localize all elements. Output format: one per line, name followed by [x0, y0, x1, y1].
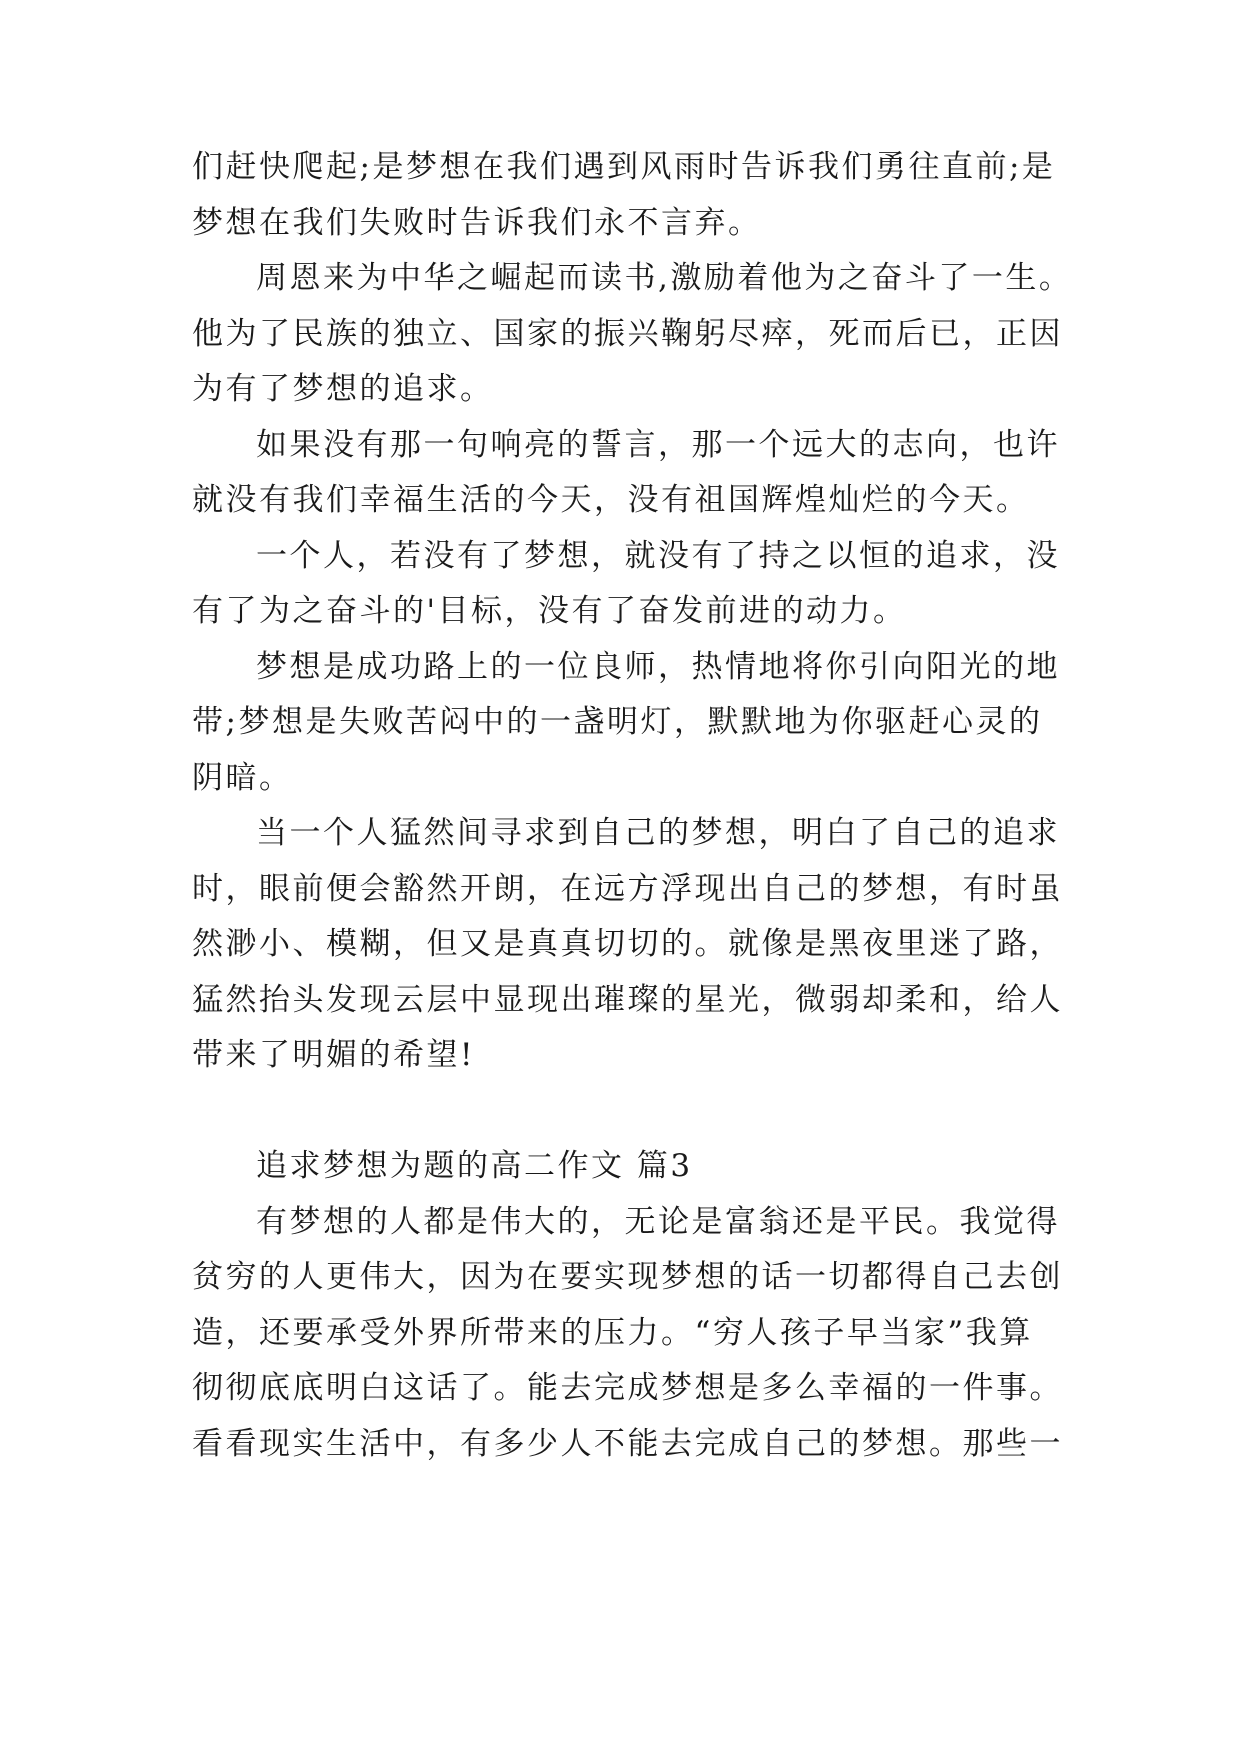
- text-line: 贫穷的人更伟大，因为在要实现梦想的话一切都得自己去创: [192, 1259, 1063, 1295]
- text-line: 带;梦想是失败苦闷中的一盏明灯，默默地为你驱赶心灵的: [192, 704, 1043, 740]
- text-line: 就没有我们幸福生活的今天，没有祖国辉煌灿烂的今天。: [192, 482, 1030, 518]
- text-line: 猛然抬头发现云层中显现出璀璨的星光，微弱却柔和，给人: [192, 982, 1063, 1018]
- text-line: 阴暗。: [192, 760, 293, 796]
- text-line: 有了为之奋斗的'目标，没有了奋发前进的动力。: [192, 593, 907, 629]
- text-line: 为有了梦想的追求。: [192, 371, 494, 407]
- text-line: 们赶快爬起;是梦想在我们遇到风雨时告诉我们勇往直前;是: [192, 149, 1056, 185]
- text-line: 造，还要承受外界所带来的压力。“穷人孩子早当家”我算: [192, 1315, 1033, 1351]
- paragraph-first-line: 梦想是成功路上的一位良师，热情地将你引向阳光的地: [256, 649, 1060, 685]
- text-line: 梦想在我们失败时告诉我们永不言弃。: [192, 205, 762, 241]
- paragraph-first-line: 如果没有那一句响亮的誓言，那一个远大的志向，也许: [256, 427, 1060, 463]
- paragraph-first-line: 周恩来为中华之崛起而读书,激励着他为之奋斗了一生。: [256, 260, 1073, 296]
- text-line: 然渺小、模糊，但又是真真切切的。就像是黑夜里迷了路，: [192, 926, 1063, 962]
- text-line: 看看现实生活中，有多少人不能去完成自己的梦想。那些一: [192, 1426, 1063, 1462]
- paragraph-first-line: 当一个人猛然间寻求到自己的梦想，明白了自己的追求: [256, 815, 1060, 851]
- text-line: 时，眼前便会豁然开朗，在远方浮现出自己的梦想，有时虽: [192, 871, 1063, 907]
- section-heading: 追求梦想为题的高二作文 篇3: [256, 1148, 693, 1184]
- text-line: 他为了民族的独立、国家的振兴鞠躬尽瘁，死而后已，正因: [192, 316, 1063, 352]
- text-line: 彻彻底底明白这话了。能去完成梦想是多么幸福的一件事。: [192, 1370, 1063, 1406]
- paragraph-first-line: 一个人，若没有了梦想，就没有了持之以恒的追求，没: [256, 538, 1060, 574]
- text-line: 带来了明媚的希望!: [192, 1037, 475, 1073]
- paragraph-first-line: 有梦想的人都是伟大的，无论是富翁还是平民。我觉得: [256, 1204, 1060, 1240]
